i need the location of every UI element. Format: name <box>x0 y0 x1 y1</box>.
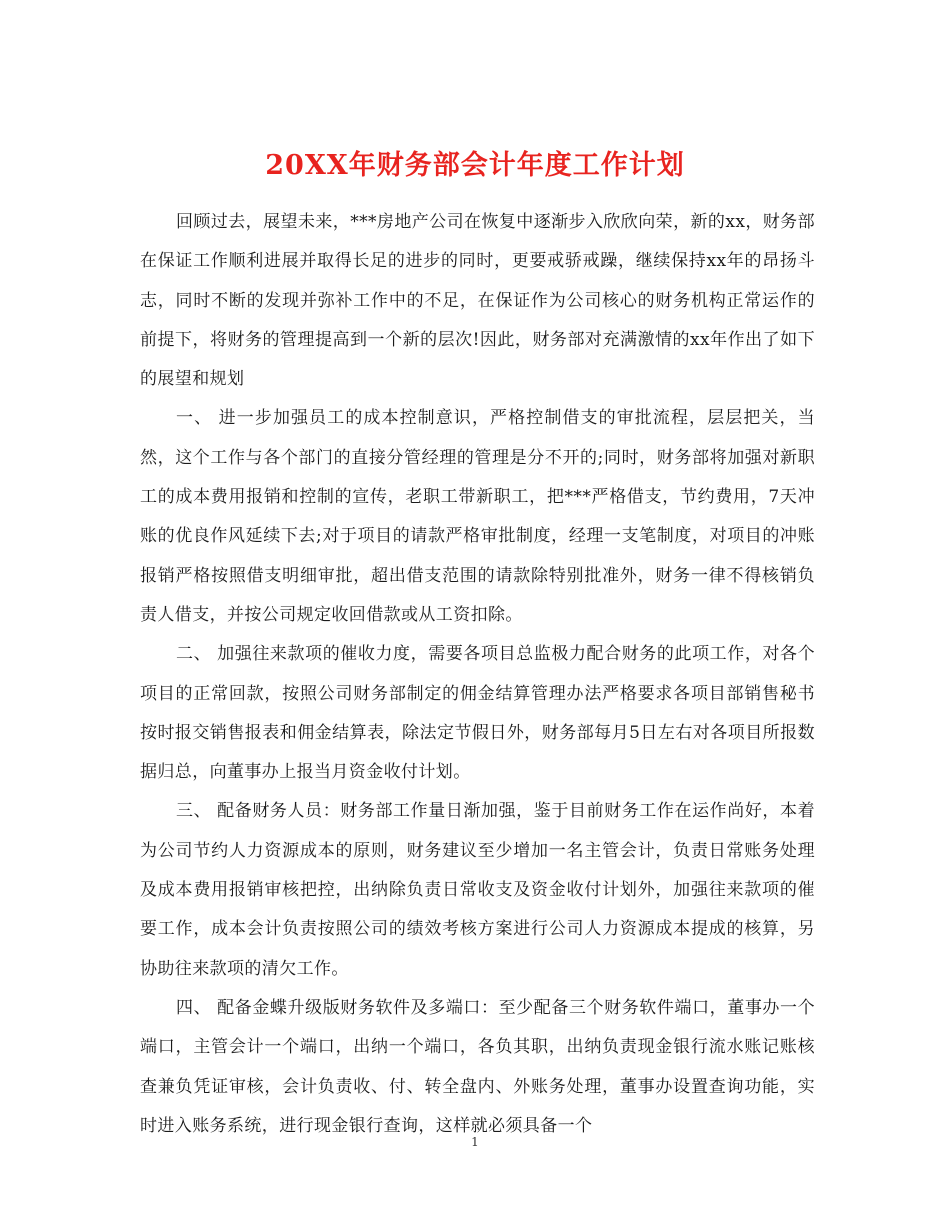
document-body <box>140 203 815 1146</box>
paragraph-item-1: 一、 进一步加强员工的成本控制意识，严格控制借支的审批流程，层层把关，当然，这个工作与各个部门的直接分管经理的管理是分不开的;同时，财务部将加强对新职工的成本费用报销和控制的宣传，老职工带新职工，把***严格借支，节约费用，7天冲账的优良作风延续下去;对于项目的请款严格审批制度，经理一支笔制度，对项目的冲账报销严格按照借支明细审批，超出借支范围的请款除特别批准外，财务一律不得核销负责人借支，并按公司规定收回借款或从工资扣除。 <box>140 408 815 625</box>
paragraph-intro: 回顾过去，展望未来，***房地产公司在恢复中逐渐步入欣欣向荣，新的xx，财务部在保证工作顺利进展并取得长足的进步的同时，更要戒骄戒躁，继续保持xx年的昂扬斗志，同时不断的发现并弥补工作中的不足，在保证作为公司核心的财务机构正常运作的前提下，将财务的管理提高到一个新的层次!因此，财务部对充满激情的xx年作出了如下的展望和规划 <box>140 212 815 390</box>
paragraph-item-4: 四、 配备金蝶升级版财务软件及多端口：至少配备三个财务软件端口，董事办一个端口，主管会计一个端口，出纳一个端口，各负其职，出纳负责现金银行流水账记账核查兼负凭证审核，会计负责收、付、转全盘内、外账务处理，董事办设置查询功能，实时进入账务系统，进行现金银行查询，这样就必须具备一个 <box>140 997 815 1136</box>
paragraph-item-3: 三、 配备财务人员：财务部工作量日渐加强，鉴于目前财务工作在运作尚好，本着为公司节约人力资源成本的原则，财务建议至少增加一名主管会计，负责日常账务处理及成本费用报销审核把控，出纳除负责日常收支及资金收付计划外，加强往来款项的催要工作，成本会计负责按照公司的绩效考核方案进行公司人力资源成本提成的核算，另协助往来款项的清欠工作。 <box>140 801 815 979</box>
document-title: 20XX年财务部会计年度工作计划 <box>265 150 685 182</box>
paragraph-item-2: 二、 加强往来款项的催收力度，需要各项目总监极力配合财务的此项工作，对各个项目的正常回款，按照公司财务部制定的佣金结算管理办法严格要求各项目部销售秘书按时报交销售报表和佣金结算表，除法定节假日外，财务部每月5日左右对各项目所报数据归总，向董事办上报当月资金收付计划。 <box>140 644 815 783</box>
page-number: 1 <box>471 1135 479 1149</box>
